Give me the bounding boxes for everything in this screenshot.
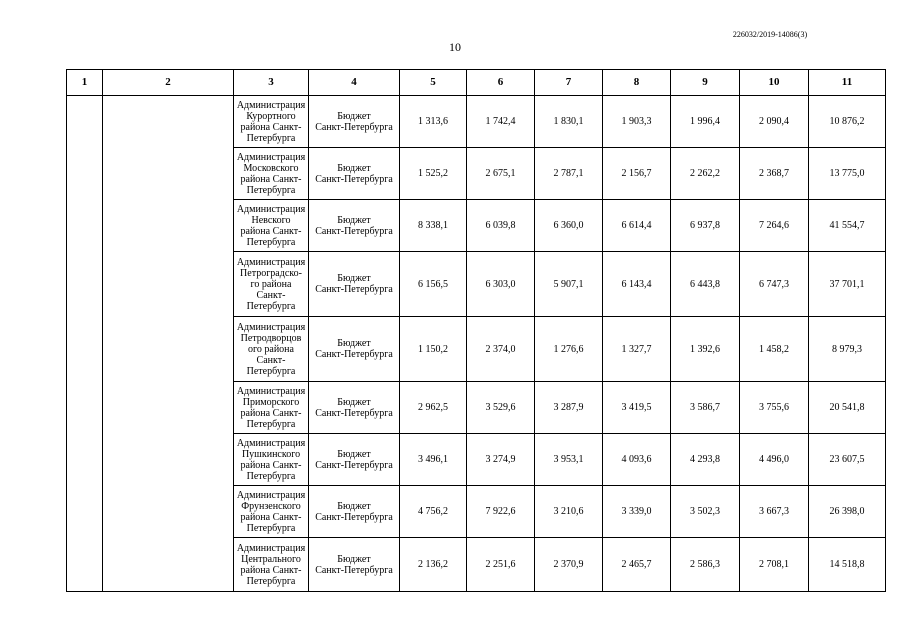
organization-line: Московского [243,162,299,174]
column-header-1: 1 [67,70,103,96]
organization-line: Администрация [236,321,306,333]
organization-line: Петродворцов [240,332,302,344]
value-cell-col-5: 2 962,5 [400,382,467,434]
organization-line: Петербурга [246,236,296,248]
organization-cell [234,148,309,200]
value-cell-col-8: 1 327,7 [603,317,671,382]
organization-line: Петербурга [246,575,296,587]
organization-cell [234,252,309,317]
funding-source-line: Бюджет [337,338,371,349]
funding-source-line: Бюджет [337,396,371,408]
value-cell-col-11: 41 554,7 [809,200,886,252]
funding-source-line: Санкт-Петербурга [315,173,393,185]
funding-source-line: Бюджет [337,214,371,226]
funding-source-cell [309,538,400,592]
organization-line: ого района [248,343,294,355]
funding-source-line: Бюджет [337,448,371,460]
organization-line: района Санкт- [240,121,302,133]
organization-line: Невского [251,214,291,226]
organization-cell [234,200,309,252]
funding-source-line: Санкт-Петербурга [315,225,393,237]
value-cell-col-5: 3 496,1 [400,434,467,486]
value-cell-col-7: 3 210,6 [535,486,603,538]
organization-line: Фрунзенского [241,500,301,512]
value-cell-col-6: 3 274,9 [467,434,535,486]
organization-line: Администрация [236,542,306,554]
organization-line: Петербурга [246,132,296,144]
value-cell-col-10: 2 368,7 [740,148,809,200]
funding-source-line: Санкт-Петербурга [315,459,393,471]
value-cell-col-7: 6 360,0 [535,200,603,252]
organization-line: Администрация [236,203,306,215]
organization-line: Санкт- [256,354,286,366]
organization-cell [234,96,309,148]
value-cell-col-5: 6 156,5 [400,252,467,317]
value-cell-col-11: 8 979,3 [809,317,886,382]
organization-line: Петроградско- [240,267,302,279]
organization-cell [234,486,309,538]
organization-line: района Санкт- [240,407,302,419]
funding-source-line: Санкт-Петербурга [315,121,393,133]
value-cell-col-8: 2 156,7 [603,148,671,200]
value-cell-col-6: 7 922,6 [467,486,535,538]
column-header-11: 11 [809,70,886,96]
funding-source-line: Бюджет [337,553,371,565]
value-cell-col-10: 4 496,0 [740,434,809,486]
column-header-9: 9 [671,70,740,96]
funding-source-line: Санкт-Петербурга [315,407,393,419]
value-cell-col-9: 3 502,3 [671,486,740,538]
funding-source-line: Санкт-Петербурга [315,511,393,523]
organization-line: Администрация [236,99,306,111]
organization-line: Администрация [236,489,306,501]
value-cell-col-7: 3 287,9 [535,382,603,434]
organization-line: Санкт- [256,289,286,301]
value-cell-col-8: 4 093,6 [603,434,671,486]
value-cell-col-7: 3 953,1 [535,434,603,486]
value-cell-col-8: 3 339,0 [603,486,671,538]
value-cell-col-10: 3 755,6 [740,382,809,434]
organization-line: Петербурга [246,522,296,534]
column-number-header-row [67,70,886,96]
value-cell-col-6: 2 251,6 [467,538,535,592]
funding-source-line: Бюджет [337,500,371,512]
organization-line: района Санкт- [240,511,302,523]
column-header-4: 4 [309,70,400,96]
value-cell-col-11: 14 518,8 [809,538,886,592]
value-cell-col-5: 4 756,2 [400,486,467,538]
value-cell-col-11: 23 607,5 [809,434,886,486]
value-cell-col-10: 1 458,2 [740,317,809,382]
value-cell-col-10: 2 708,1 [740,538,809,592]
funding-source-line: Санкт-Петербурга [315,349,393,360]
funding-source-line: Бюджет [337,162,371,174]
organization-cell [234,317,309,382]
funding-source-cell [309,434,400,486]
organization-line: района Санкт- [240,225,302,237]
value-cell-col-7: 5 907,1 [535,252,603,317]
funding-source-cell [309,96,400,148]
document-id: 226032/2019-14086(3) [732,30,808,39]
value-cell-col-10: 2 090,4 [740,96,809,148]
value-cell-col-6: 1 742,4 [467,96,535,148]
organization-cell [234,434,309,486]
funding-source-cell [309,200,400,252]
organization-line: Петербурга [246,470,296,482]
col-2-merged-cell [103,96,234,592]
column-header-8: 8 [603,70,671,96]
column-header-6: 6 [467,70,535,96]
organization-line: района Санкт- [240,173,302,185]
value-cell-col-7: 1 276,6 [535,317,603,382]
value-cell-col-11: 20 541,8 [809,382,886,434]
value-cell-col-9: 3 586,7 [671,382,740,434]
funding-source-cell [309,148,400,200]
value-cell-col-6: 2 675,1 [467,148,535,200]
column-header-7: 7 [535,70,603,96]
page-number: 10 [449,40,461,54]
funding-source-line: Бюджет [337,273,371,284]
value-cell-col-5: 1 150,2 [400,317,467,382]
value-cell-col-8: 3 419,5 [603,382,671,434]
col-1-merged-cell [67,96,103,592]
value-cell-col-10: 3 667,3 [740,486,809,538]
organization-line: Приморского [242,396,300,408]
value-cell-col-11: 13 775,0 [809,148,886,200]
organization-line: Центрального [241,553,301,565]
value-cell-col-5: 1 525,2 [400,148,467,200]
value-cell-col-6: 3 529,6 [467,382,535,434]
value-cell-col-6: 2 374,0 [467,317,535,382]
organization-line: Петербурга [246,300,296,312]
value-cell-col-9: 1 996,4 [671,96,740,148]
value-cell-col-8: 1 903,3 [603,96,671,148]
value-cell-col-7: 2 370,9 [535,538,603,592]
budget-table [66,69,886,592]
funding-source-cell [309,317,400,382]
column-header-3: 3 [234,70,309,96]
value-cell-col-7: 2 787,1 [535,148,603,200]
column-header-10: 10 [740,70,809,96]
funding-source-line: Санкт-Петербурга [315,564,393,576]
value-cell-col-11: 10 876,2 [809,96,886,148]
value-cell-col-11: 26 398,0 [809,486,886,538]
column-header-5: 5 [400,70,467,96]
value-cell-col-11: 37 701,1 [809,252,886,317]
organization-line: Администрация [236,151,306,163]
value-cell-col-9: 2 586,3 [671,538,740,592]
value-cell-col-7: 1 830,1 [535,96,603,148]
value-cell-col-9: 6 443,8 [671,252,740,317]
organization-line: Курортного [246,110,296,122]
funding-source-line: Санкт-Петербурга [315,284,393,295]
value-cell-col-6: 6 039,8 [467,200,535,252]
value-cell-col-5: 8 338,1 [400,200,467,252]
value-cell-col-9: 4 293,8 [671,434,740,486]
organization-line: Администрация [236,256,306,268]
organization-line: Петербурга [246,418,296,430]
organization-line: Петербурга [246,184,296,196]
value-cell-col-8: 2 465,7 [603,538,671,592]
organization-line: района Санкт- [240,459,302,471]
table-body [67,70,886,592]
value-cell-col-5: 1 313,6 [400,96,467,148]
value-cell-col-9: 1 392,6 [671,317,740,382]
value-cell-col-6: 6 303,0 [467,252,535,317]
organization-cell [234,382,309,434]
value-cell-col-10: 6 747,3 [740,252,809,317]
organization-line: Петербурга [246,365,296,377]
value-cell-col-9: 2 262,2 [671,148,740,200]
organization-line: Администрация [236,385,306,397]
funding-source-cell [309,382,400,434]
value-cell-col-8: 6 143,4 [603,252,671,317]
funding-source-line: Бюджет [337,110,371,122]
table-row [67,96,886,148]
value-cell-col-8: 6 614,4 [603,200,671,252]
value-cell-col-10: 7 264,6 [740,200,809,252]
funding-source-cell [309,486,400,538]
organization-cell [234,538,309,592]
funding-source-cell [309,252,400,317]
organization-line: Пушкинского [241,448,301,460]
organization-line: го района [250,278,292,290]
column-header-2: 2 [103,70,234,96]
value-cell-col-5: 2 136,2 [400,538,467,592]
organization-line: Администрация [236,437,306,449]
organization-line: района Санкт- [240,564,302,576]
value-cell-col-9: 6 937,8 [671,200,740,252]
